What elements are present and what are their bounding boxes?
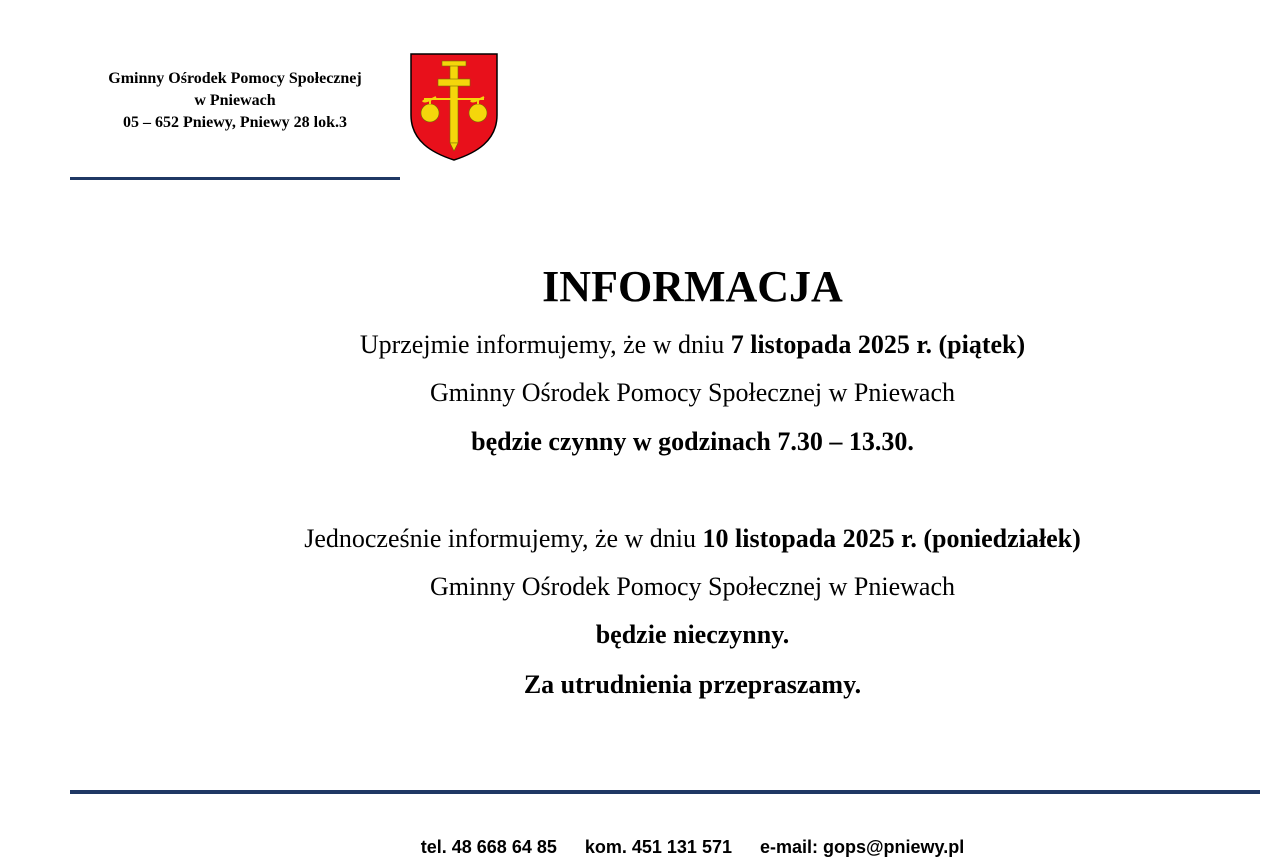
contact-footer [0,836,1275,858]
org-name: Gminny Ośrodek Pomocy Społecznej [108,70,362,87]
paragraph-line-5: Gminny Ośrodek Pomocy Społecznej w Pniewach [430,572,955,601]
mobile: kom. 451 131 571 [584,837,732,857]
paragraph-line-2: Gminny Ośrodek Pomocy Społecznej w Pniewach [430,378,955,407]
coat-of-arms-icon [410,53,498,161]
paragraph-line-4 [0,524,1275,554]
line4-text: Jednocześnie informujemy, że w dniu [304,524,703,553]
organization-header [70,68,400,134]
date-friday: 7 listopada 2025 r. (piątek) [730,330,1026,359]
date-monday: 10 listopada 2025 r. (poniedziałek) [702,524,1081,553]
header-divider [70,177,400,180]
org-location: w Pniewach [194,92,276,109]
apology: Za utrudnienia przepraszamy. [523,670,862,699]
page-title: INFORMACJA [542,262,843,311]
org-address: 05 – 652 Pniewy, Pniewy 28 lok.3 [122,114,347,131]
line1-text: Uprzejmie informujemy, że w dniu [359,330,731,359]
phone: tel. 48 668 64 85 [420,837,557,857]
closed-notice: będzie nieczynny. [595,620,790,649]
paragraph-line-1 [0,330,1275,360]
footer-divider [70,790,1260,794]
email: e-mail: gops@pniewy.pl [759,837,965,857]
opening-hours: będzie czynny w godzinach 7.30 – 13.30. [471,427,914,456]
